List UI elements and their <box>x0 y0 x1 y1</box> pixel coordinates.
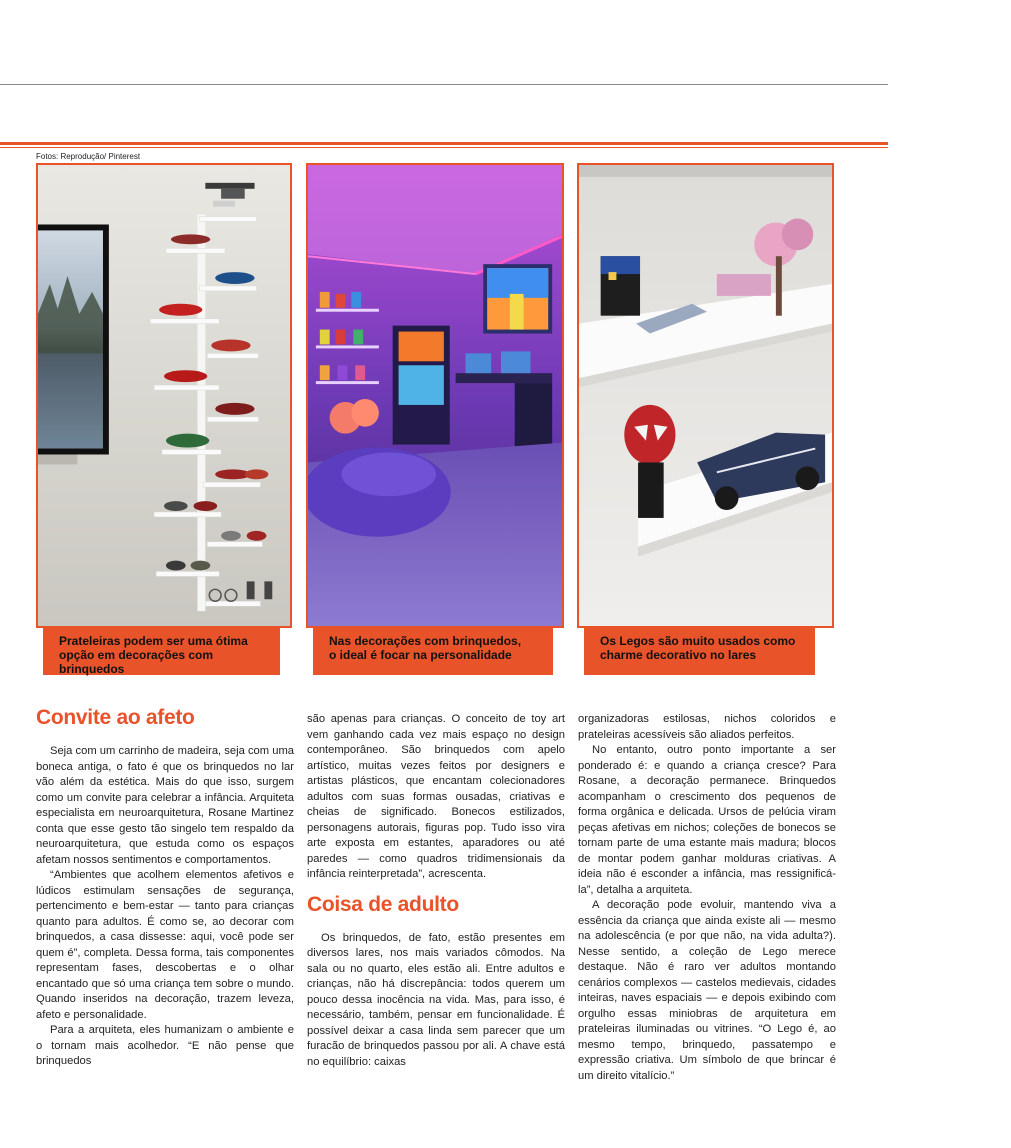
caption-3-line1: Os Legos são muito usados como <box>600 634 796 648</box>
paragraph: são apenas para crianças. O conceito de toy art vem ganhando cada vez mais espaço no design contemporâneo. São brinquedos com apelo artístico, muitas vezes feitos por designers e artistas plásticos, que encantam colecionadores adultos com suas formas ousadas, criativas e cheias de significado. Bonecos estilizados, personagens autorais, figuras pop. Tudo isso vira arte exposta em estantes, aparadores ou até paredes — como quadros tridimensionais da infância reinterpretada”, acrescenta. <box>307 713 565 880</box>
paragraph: “Ambientes que acolhem elementos afetivos e lúdicos estimulam sensações de segurança, pertencimento e bem-estar — tanto para crianças quanto para adultos. É como se, ao decorar com brinquedos, a casa dissesse: aqui, você pode ser quem é”, completa. Dessa forma, tais componentes representam fases, descobertas e o olhar encantado que só uma criança tem sobre o mundo. Quando inseridos na decoração, trazem leveza, afeto e personalidade. <box>36 869 294 1021</box>
paragraph: No entanto, outro ponto importante a ser ponderado é: e quando a criança cresce? Para Rosane, a decoração permanece. Brinquedos acompanham o crescimento dos pequenos de forma orgânica e delicada. Ursos de pelúcia viram peças afetivas em nichos; coleções de bonecos se tornam parte de uma estante mais madura; blocos de montar podem ganhar molduras criativas. A ideia não é esconder a infância, mas ressignificá-la”, detalha a arquiteta. <box>578 744 836 896</box>
paragraph: Para a arquiteta, eles humanizam o ambiente e o tornam mais acolhedor. “E não pense que brinquedos <box>36 1024 294 1067</box>
accent-rule <box>0 142 888 145</box>
caption-1-line1: Prateleiras podem ser uma ótima <box>59 634 248 648</box>
article-column-1 <box>36 706 294 1070</box>
article-column-3 <box>578 712 836 1084</box>
section-heading-coisa-de-adulto: Coisa de adulto <box>307 892 459 916</box>
photo-game-room <box>306 163 564 628</box>
article-column-2 <box>307 712 565 1070</box>
photo-toy-car-shelves <box>36 163 292 628</box>
caption-2-line1: Nas decorações com brinquedos, <box>329 634 522 648</box>
caption-3 <box>584 627 815 675</box>
photo-lego-shelves <box>577 163 834 628</box>
photo-credit: Fotos: Reprodução/ Pinterest <box>36 152 141 161</box>
toy-car-shelves-image <box>38 165 290 626</box>
paragraph: Seja com um carrinho de madeira, seja com uma boneca antiga, o fato é que os brinquedos no lar vão além da estética. Mais do que isso, surgem como um convite para celebrar a infância. Arquiteta especialista em neuroarquitetura, Rosane Martinez conta que esse gesto tão singelo tem respaldo da neuroarquitetura, que estuda como os espaços afetam nossos sentimentos e comportamentos. <box>36 745 294 866</box>
paragraph: A decoração pode evoluir, mantendo viva a essência da criança que ainda existe ali — mesmo na adolescência (e por que não, na vida adulta?). Nesse sentido, a coleção de Lego merece destaque. Não é raro ver adultos montando cenários complexos — castelos medievais, cidades inteiras, naves espaciais — e depois exibindo com orgulho essas miniobras de arquitetura em prateleiras iluminadas ou vitrines. “O Lego é, ao mesmo tempo, brinquedo, passatempo e expressão criativa. Um símbolo de que brincar é um direito vitalício.” <box>578 899 836 1082</box>
caption-3-line2: charme decorativo no lares <box>600 648 757 662</box>
caption-1 <box>43 627 280 675</box>
section-heading-convite: Convite ao afeto <box>36 706 195 729</box>
paragraph: organizadoras estilosas, nichos coloridos e prateleiras acessíveis são aliados perfeitos. <box>578 713 836 741</box>
caption-1-line2: opção em decorações com brinquedos <box>59 648 214 676</box>
caption-2-line2: o ideal é focar na personalidade <box>329 648 512 662</box>
paragraph: Os brinquedos, de fato, estão presentes em diversos lares, nos mais variados cômodos. Na sala ou no quarto, eles estão ali. Entre adultos e crianças, não há discrepância: todos querem um pouco dessa inocência na vida. Mas, para isso, é necessário, também, pensar em funcionalidade. É possível deixar a casa linda sem parecer que um furacão de brinquedos passou por ali. A chave está no equilíbrio: caixas <box>307 931 565 1068</box>
lego-shelves-image <box>579 165 832 626</box>
caption-2 <box>313 627 553 675</box>
top-rule <box>0 84 888 85</box>
game-room-image <box>308 165 562 626</box>
accent-rule-thin <box>0 147 888 148</box>
